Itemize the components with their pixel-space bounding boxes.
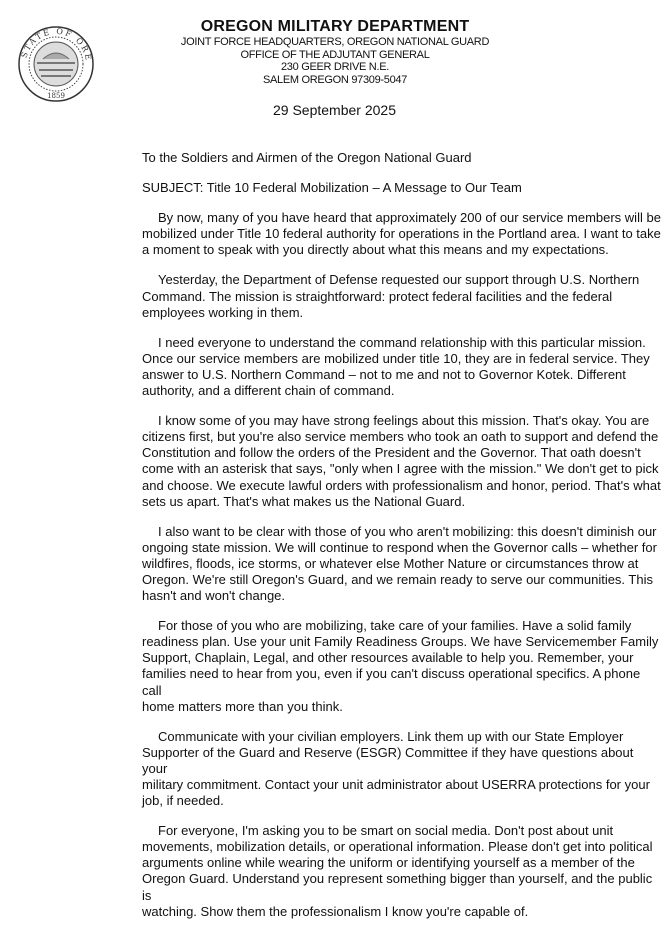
body-paragraph <box>142 210 662 258</box>
paragraph-line: I need everyone to understand the command relationship with this particular mission. <box>158 334 646 350</box>
paragraph-line: Oregon. We're still Oregon's Guard, and we remain ready to serve our communities. This <box>142 571 653 587</box>
paragraph-line: military commitment. Contact your unit administrator about USERRA protections for your <box>142 777 650 792</box>
paragraph-line: movements, mobilization details, or operational information. Please don't get into political <box>142 839 653 855</box>
subject-line: SUBJECT: Title 10 Federal Mobilization – A Message to Our Team <box>142 180 522 196</box>
salutation: To the Soldiers and Airmen of the Oregon National Guard <box>142 150 472 165</box>
paragraph-line: Supporter of the Guard and Reserve (ESGR) Committee if they have questions about your <box>142 744 634 776</box>
paragraph-line: I know some of you may have strong feelings about this mission. That's okay. You are <box>158 413 650 429</box>
paragraph-line: Oregon Guard. Understand you represent something bigger than yourself, and the public is <box>142 871 653 903</box>
paragraph-line: I also want to be clear with those of you who aren't mobilizing: this doesn't diminish our <box>158 523 657 539</box>
paragraph-line: Constitution and follow the orders of the President and the Governor. That oath doesn't <box>142 445 641 461</box>
paragraph-line: job, if needed. <box>142 793 224 809</box>
body-paragraph <box>142 618 662 715</box>
body-paragraph <box>142 524 662 604</box>
state-seal <box>17 25 95 103</box>
svg-text:1859: 1859 <box>47 92 65 100</box>
paragraph-line: Yesterday, the Department of Defense requested our support through U.S. Northern <box>158 272 640 288</box>
paragraph-line: Communicate with your civilian employers. Link them up with our State Employer <box>158 728 624 744</box>
body-paragraph <box>142 413 662 510</box>
letterhead-line: 230 GEER DRIVE N.E. <box>280 61 389 73</box>
paragraph-line: arguments online while wearing the uniform or identifying yourself as a member of the <box>142 855 635 871</box>
letterhead <box>120 18 550 86</box>
paragraph-line: employees working in them. <box>142 304 304 320</box>
body-paragraph <box>142 823 662 920</box>
paragraph-line: authority, and a different chain of command. <box>142 383 395 399</box>
paragraph-line: By now, many of you have heard that approximately 200 of our service members will be <box>158 210 661 226</box>
svg-text:STATE OF OREGON: STATE OF ORE <box>19 26 94 63</box>
paragraph-line: Support, Chaplain, Legal, and other resources available to help you. Remember, your <box>142 650 634 666</box>
letter-date: 29 September 2025 <box>273 102 396 118</box>
paragraph-line: citizens first, but you're also service members who took an oath to support and defend the <box>142 429 659 445</box>
letterhead-line: SALEM OREGON 97309-5047 <box>262 73 408 86</box>
paragraph-line: home matters more than you think. <box>142 698 343 714</box>
paragraph-line: readiness plan. Use your unit Family Readiness Groups. We have Servicemember Family <box>142 634 659 650</box>
department-name: OREGON MILITARY DEPARTMENT <box>200 18 470 35</box>
paragraph-line: come with an asterisk that says, "only when I agree with the mission." We don't get to pick <box>142 461 659 477</box>
paragraph-line: For those of you who are mobilizing, take care of your families. Have a solid family <box>158 618 632 634</box>
body-paragraph <box>142 335 662 399</box>
letterhead-line: OFFICE OF THE ADJUTANT GENERAL <box>240 48 430 61</box>
paragraph-line: For everyone, I'm asking you to be smart on social media. Don't post about unit <box>158 823 614 839</box>
paragraph-line: Command. The mission is straightforward: protect federal facilities and the federal <box>142 288 613 304</box>
paragraph-line: ongoing state mission. We will continue to respond when the Governor calls – whether for <box>142 539 657 555</box>
paragraph-line: wildfires, floods, ice storms, or whatever else Mother Nature or circumstances throw at <box>142 555 639 571</box>
paragraph-line: mobilized under Title 10 federal authority for operations in the Portland area. I want to take <box>142 226 661 242</box>
paragraph-line: and choose. We execute lawful orders with professionalism and honor, period. That's what <box>142 477 661 493</box>
paragraph-line: Once our service members are mobilized under title 10, they are in federal service. They <box>142 350 650 366</box>
paragraph-line: families need to hear from you, even if you can't discuss operational specifics. A phone call <box>142 666 641 698</box>
oregon-seal-icon <box>17 25 95 103</box>
body-paragraph <box>142 729 662 809</box>
paragraph-line: sets us apart. That's what makes us the National Guard. <box>142 493 466 509</box>
paragraph-line: a moment to speak with you directly about what this means and my expectations. <box>142 242 609 258</box>
paragraph-line: answer to U.S. Northern Command – not to me and not to Governor Kotek. Different <box>142 366 626 382</box>
letterhead-line: JOINT FORCE HEADQUARTERS, OREGON NATIONAL GUARD <box>180 36 490 48</box>
paragraph-line: watching. Show them the professionalism I know you're capable of. <box>142 903 529 919</box>
body-paragraph <box>142 272 662 320</box>
letter-body <box>142 150 662 934</box>
paragraph-line: hasn't and won't change. <box>142 588 286 604</box>
